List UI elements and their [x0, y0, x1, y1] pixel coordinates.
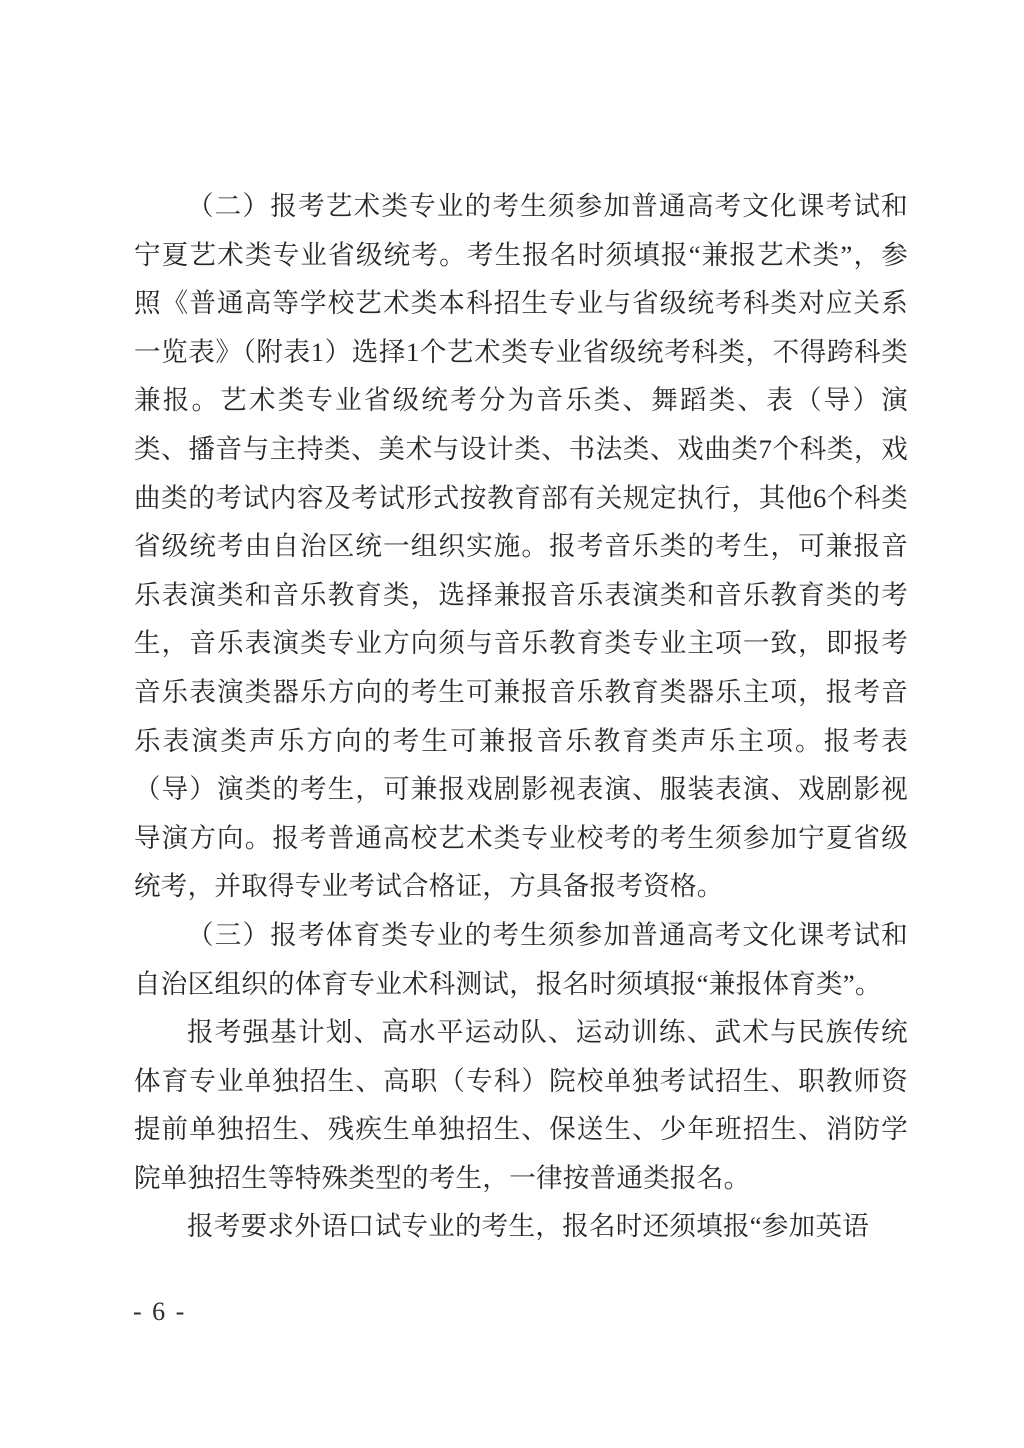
paragraph-foreign-language-oral-test: 报考要求外语口试专业的考生，报名时还须填报“参加英语 [187, 1211, 870, 1242]
paragraph-art-majors: （二）报考艺术类专业的考生须参加普通高考文化课考试和宁夏艺术类专业省级统考。考生报名时须填报“兼报艺术类”，参照《普通高等学校艺术类本科招生专业与省级统考科类对应关系一览表》（附表1）选择1个艺术类专业省级统考科类，不得跨科类兼报。艺术类专业省级统考分为音乐类、舞蹈类、表（导）演类、播音与主持类、美术与设计类、书法类、戏曲类7个科类，戏曲类的考试内容及考试形式按教育部有关规定执行，其他6个科类省级统考由自治区统一组织实施。报考音乐类的考生，可兼报音乐表演类和音乐教育类，选择兼报音乐表演类和音乐教育类的考生，音乐表演类专业方向须与音乐教育类专业主项一致，即报考音乐表演类器乐方向的考生可兼报音乐教育类器乐主项，报考音乐表演类声乐方向的考生可兼报音乐教育类声乐主项。报考表（导）演类的考生，可兼报戏剧影视表演、服装表演、戏剧影视导演方向。报考普通高校艺术类专业校考的考生须参加宁夏省级统考，并取得专业考试合格证，方具备报考资格。 [134, 191, 908, 902]
paragraph-sports-majors: （三）报考体育类专业的考生须参加普通高考文化课考试和自治区组织的体育专业术科测试，报名时须填报“兼报体育类”。 [134, 919, 908, 999]
document-body [134, 182, 908, 1251]
page-number: - 6 - [133, 1297, 187, 1326]
paragraph-special-types: 报考强基计划、高水平运动队、运动训练、武术与民族传统体育专业单独招生、高职（专科）院校单独考试招生、职教师资提前单独招生、残疾生单独招生、保送生、少年班招生、消防学院单独招生等特殊类型的考生，一律按普通类报名。 [134, 1017, 908, 1193]
